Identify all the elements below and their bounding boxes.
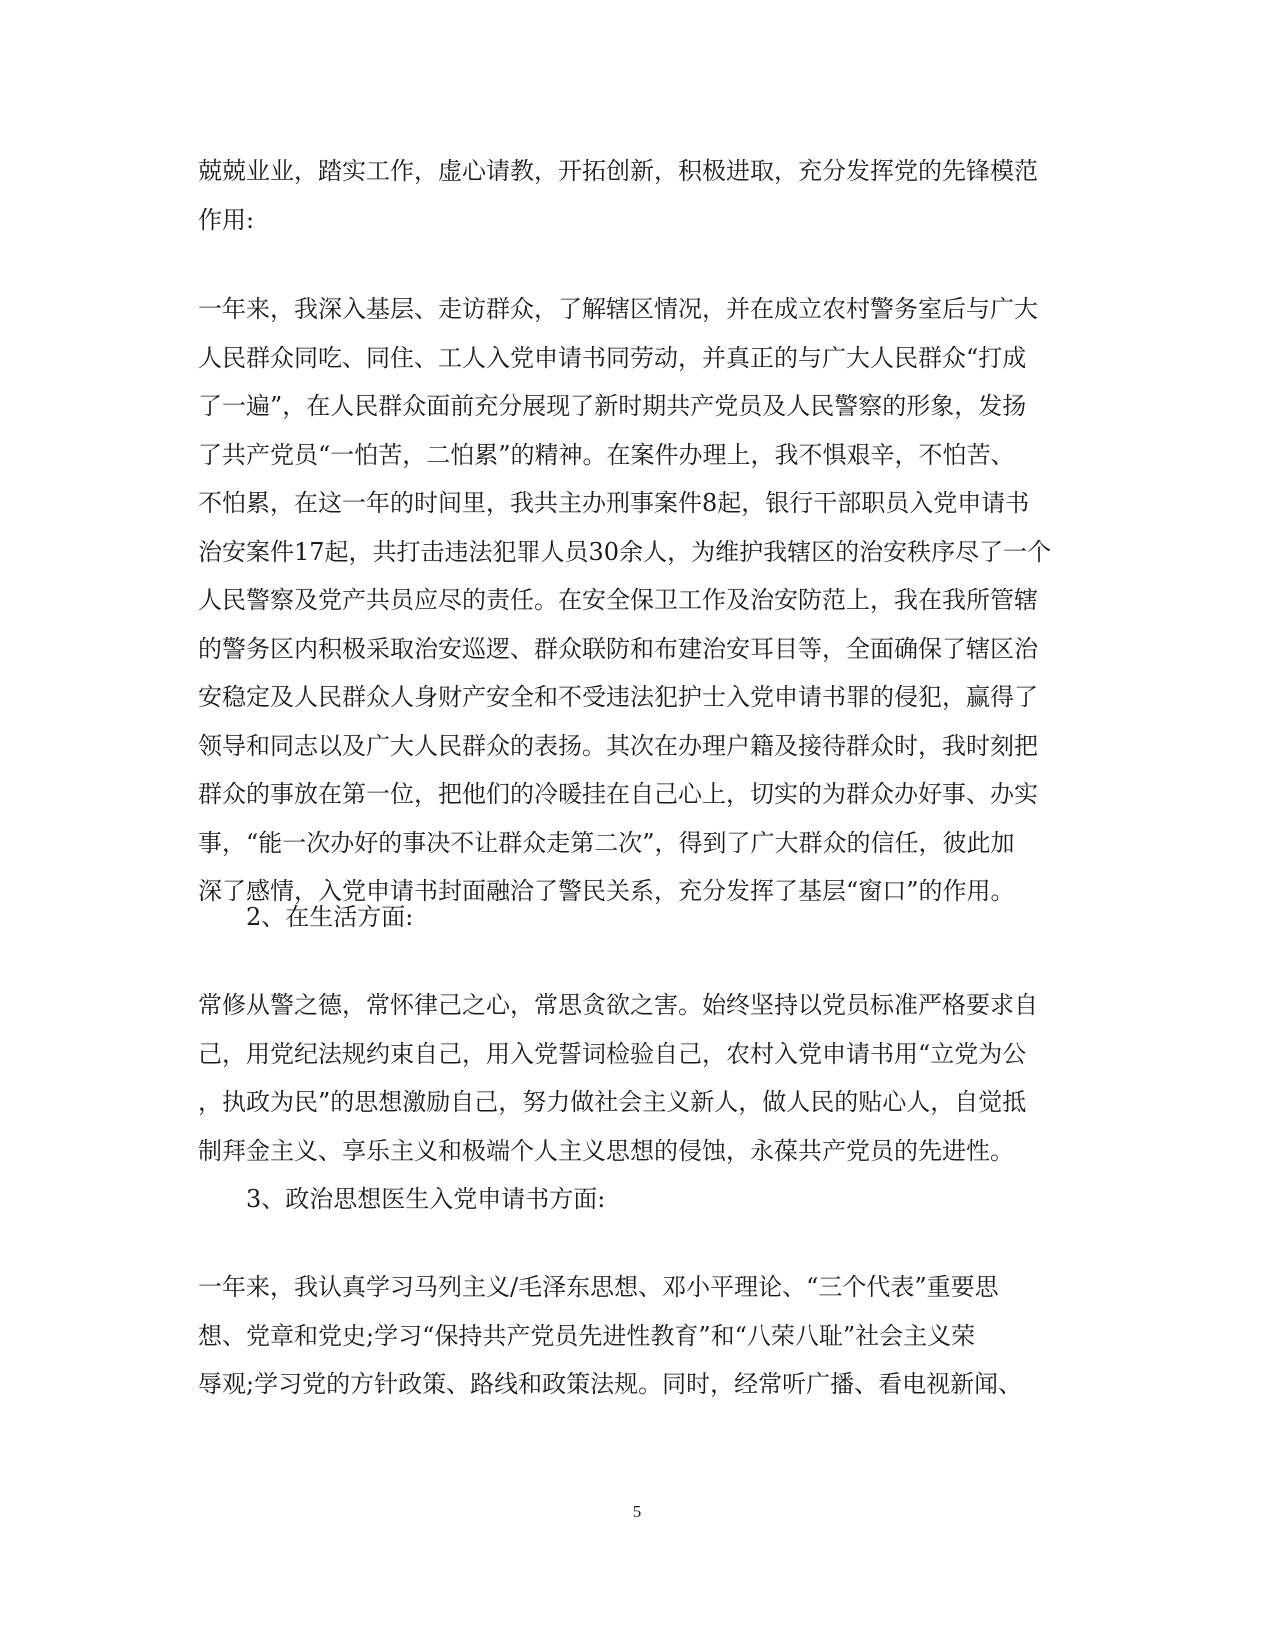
text-line: 事，“能一次办好的事决不让群众走第二次”，得到了广大群众的信任，彼此加	[198, 828, 1015, 857]
text-line: 一年来，我认真学习马列主义/毛泽东思想、邓小平理论、“三个代表”重要思	[198, 1273, 999, 1301]
text-line: 人民警察及党产共员应尽的责任。在安全保卫工作及治安防范上，我在我所管辖	[198, 586, 1038, 614]
text-line: 人民群众同吃、同住、工人入党申请书同劳动，并真正的与广大人民群众“打成	[198, 343, 1027, 372]
text-line: 领导和同志以及广大人民群众的表扬。其次在办理户籍及接待群众时，我时刻把	[198, 731, 1038, 760]
paragraph-4	[198, 1263, 1074, 1409]
text-line: 治安案件17起，共打击违法犯罪人员30余人，为维护我辖区的治安秩序尽了一个	[198, 537, 1052, 566]
text-line: 的警务区内积极采取治安巡逻、群众联防和布建治安耳目等，全面确保了辖区治	[198, 634, 1038, 663]
paragraph-3	[198, 981, 1074, 1175]
text-line: 兢兢业业，踏实工作，虚心请教，开拓创新，积极进取，充分发挥党的先锋模范	[198, 157, 1038, 185]
paragraph-2	[198, 285, 1074, 916]
text-line: 辱观;学习党的方针政策、路线和政策法规。同时，经常听广播、看电视新闻、	[198, 1370, 1023, 1398]
text-line: ，执政为民”的思想激励自己，努力做社会主义新人，做人民的贴心人，自觉抵	[198, 1088, 1027, 1116]
text-line: 安稳定及人民群众人身财产安全和不受违法犯护士入党申请书罪的侵犯，赢得了	[198, 683, 1038, 711]
text-line: 不怕累，在这一年的时间里，我共主办刑事案件8起，银行干部职员入党申请书	[198, 489, 1030, 517]
section-heading-politics: 3、政治思想医生入党申请书方面:	[246, 1185, 606, 1213]
section-heading-life: 2、在生活方面:	[246, 903, 414, 931]
text-line: 己，用党纪法规约束自己，用入党誓词检验自己，农村入党申请书用“立党为公	[198, 1039, 1027, 1068]
page-number: 5	[632, 1502, 642, 1521]
text-line: 深了感情，入党申请书封面融洽了警民关系，充分发挥了基层“窗口”的作用。	[198, 877, 1015, 905]
text-line: 制拜金主义、享乐主义和极端个人主义思想的侵蚀，永葆共产党员的先进性。	[198, 1136, 1014, 1165]
text-line: 作用:	[198, 205, 255, 234]
text-line: 了共产党员“一怕苦，二怕累”的精神。在案件办理上，我不惧艰辛，不怕苦、	[198, 440, 1015, 469]
text-line: 常修从警之德，常怀律己之心，常思贪欲之害。始终坚持以党员标准严格要求自	[198, 991, 1038, 1019]
text-line: 想、党章和党史;学习“保持共产党员先进性教育”和“八荣八耻”社会主义荣	[198, 1321, 976, 1350]
text-line: 了一遍”，在人民群众面前充分展现了新时期共产党员及人民警察的形象，发扬	[198, 392, 1027, 420]
paragraph-1	[198, 147, 1074, 244]
text-line: 一年来，我深入基层、走访群众，了解辖区情况，并在成立农村警务室后与广大	[198, 295, 1038, 323]
text-line: 群众的事放在第一位，把他们的冷暖挂在自己心上，切实的为群众办好事、办实	[198, 780, 1038, 808]
